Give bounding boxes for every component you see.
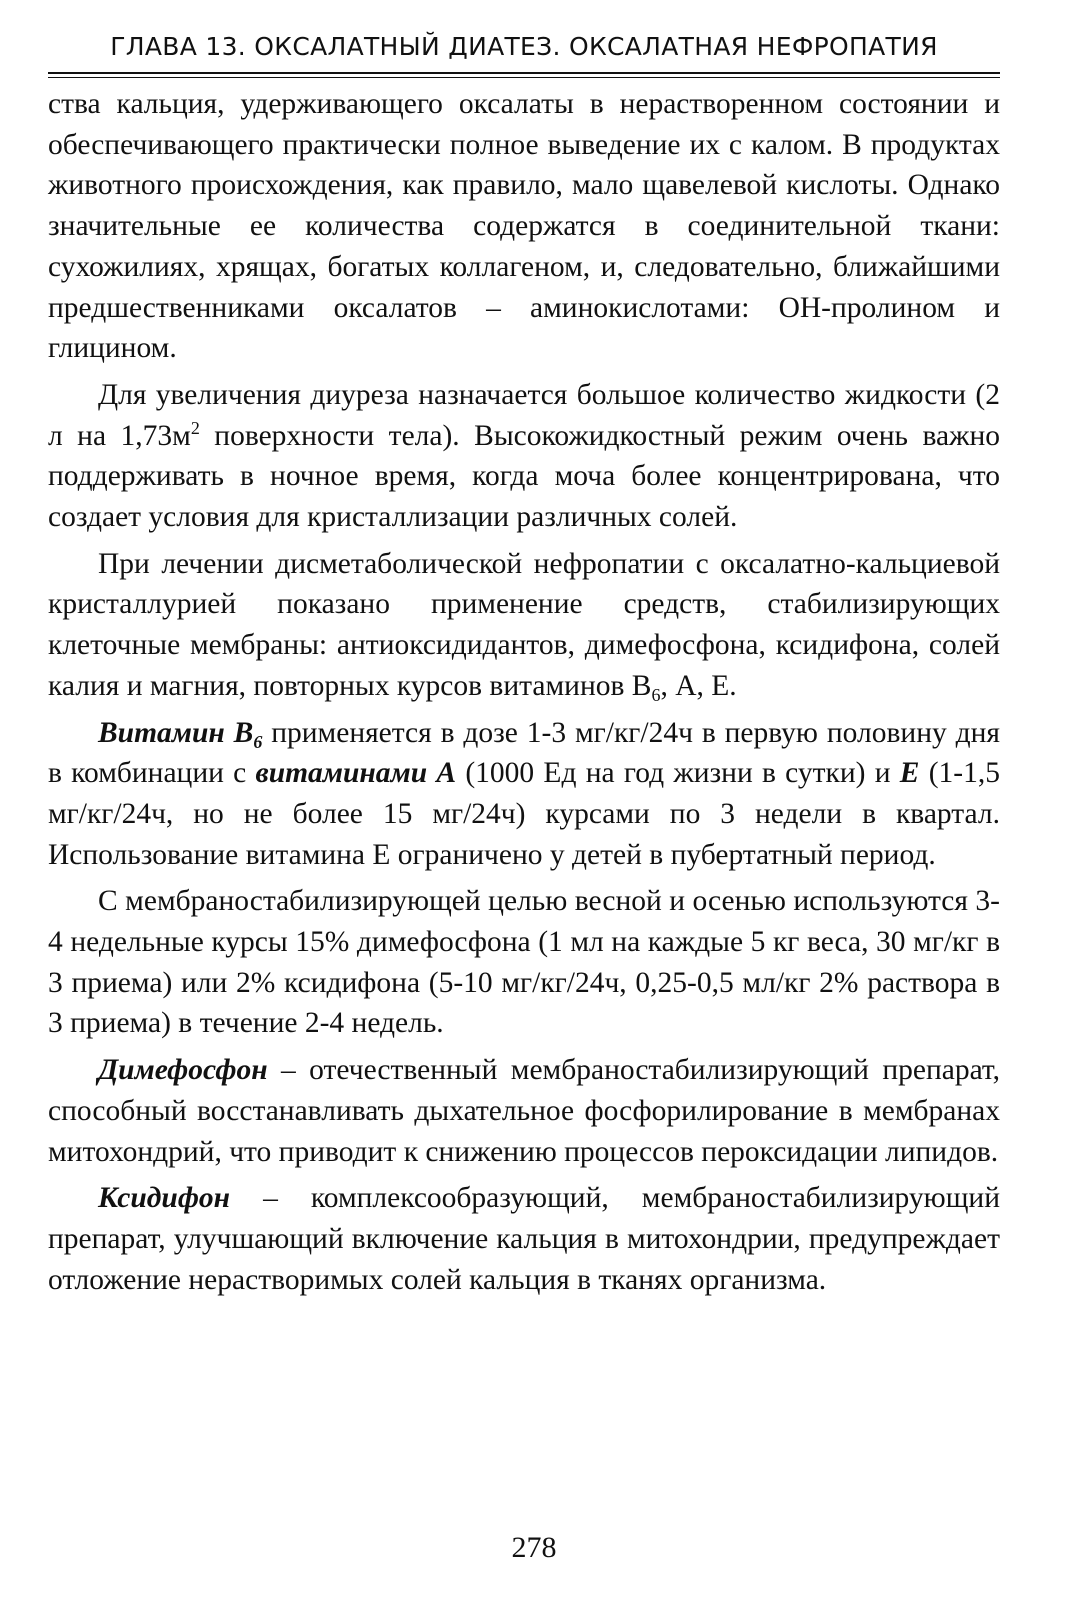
- body-text: [48, 84, 1000, 1300]
- header-rule: [48, 72, 1000, 74]
- paragraph-2-text-a: Для увеличения диуреза назначается большое количество жидкости (2 л на 1,73м: [48, 378, 1000, 452]
- paragraph-1-text: ства кальция, удерживающего оксалаты в нерастворенном состоянии и обеспечивающего практически полное выведение их с калом. В продуктах животного происхождения, как правило, мало щавелевой кислоты. Однако значительные ее количества содержатся в соединительной ткани: сухожилиях, хрящах, богатых коллагеном, и, следовательно, ближайшими предшественниками оксалатов – аминокислотами: ОН-пролином и глицином.: [48, 88, 1000, 365]
- paragraph-2-text-b: поверхности тела). Высокожидкостный режим очень важно поддерживать в ночное время, когда моча более концентрирована, что создает условия для кристаллизации различных солей.: [48, 419, 1000, 534]
- term-vitamin-b-text: Витамин В: [98, 716, 254, 749]
- term-vitamin-b6: [98, 716, 263, 752]
- term-vitamin-e: Е: [899, 757, 920, 790]
- term-vitamins-a: витаминами А: [255, 757, 457, 790]
- paragraph-6-text: – отечественный мембраностабилизирующий препарат, способный восстанавливать дыхательное фосфорилирование в мембранах митохондрий, что приводит к снижению процессов пероксидации липидов.: [48, 1054, 1000, 1168]
- paragraph-3-text-a: При лечении дисметаболической нефропатии с оксалатно-кальциевой кристаллурией показано применение средств, стабилизирующих клеточные мембраны: антиоксидидантов, димефосфона, ксидифона, солей калия и магния, повторных курсов витаминов В: [48, 547, 1000, 702]
- paragraph-4-text-b: (1000 Ед на год жизни в сутки) и: [456, 757, 900, 790]
- paragraph-3: [48, 544, 1000, 707]
- paragraph-3-text-b: , А, Е.: [660, 669, 737, 702]
- paragraph-5-text: С мембраностабилизирующей целью весной и осенью используются 3-4 недельные курсы 15% димефосфона (1 мл на каждые 5 кг веса, 30 мг/кг в 3 приема) или 2% ксидифона (5-10 мг/кг/24ч, 0,25-0,5 мл/кг 2% раствора в 3 приема) в течение 2-4 недель.: [48, 885, 1000, 1040]
- paragraph-2: [48, 375, 1000, 538]
- book-page: [48, 30, 1000, 1306]
- term-dimephosphon: Димефосфон: [98, 1054, 268, 1087]
- paragraph-6: [48, 1050, 1000, 1172]
- paragraph-5: [48, 881, 1000, 1044]
- term-vitamin-b-subscript: 6: [253, 731, 263, 752]
- paragraph-7-text: – комплексообразующий, мембраностабилизирующий препарат, улучшающий включение кальция в митохондрии, предупреждает отложение нерастворимых солей кальция в тканях организма.: [48, 1182, 1000, 1296]
- term-xydiphon: Ксидифон: [98, 1182, 231, 1215]
- header-rule-thin: [48, 77, 1000, 78]
- paragraph-4-text-a: применяется в дозе 1-3 мг/кг/24ч в первую половину дня в комбинации с: [48, 716, 1000, 790]
- paragraph-4-text-c: (1-1,5 мг/кг/24ч, но не более 15 мг/24ч) курсами по 3 недели в квартал. Использование витамина Е ограничено у детей в пубертатный период.: [48, 757, 1000, 871]
- paragraph-1: [48, 84, 1000, 369]
- paragraph-7: [48, 1178, 1000, 1300]
- running-head: ГЛАВА 13. ОКСАЛАТНЫЙ ДИАТЕЗ. ОКСАЛАТНАЯ НЕФРОПАТИЯ: [110, 32, 938, 61]
- paragraph-4: [48, 713, 1000, 876]
- superscript-2: 2: [190, 417, 200, 438]
- page-number: 278: [511, 1531, 557, 1564]
- subscript-6: 6: [651, 684, 661, 705]
